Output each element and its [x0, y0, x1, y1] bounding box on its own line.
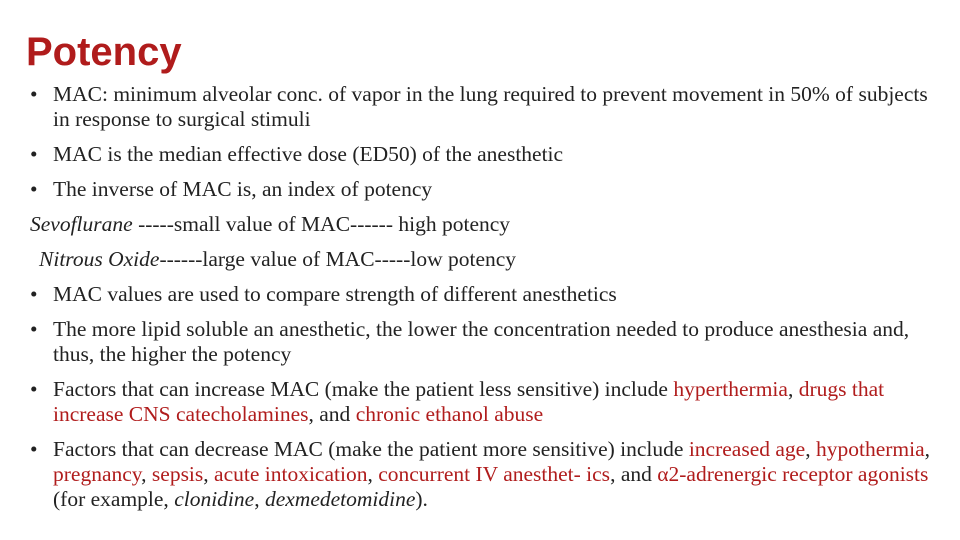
example-clonidine: clonidine	[174, 487, 255, 511]
separator: (for example,	[53, 487, 175, 511]
separator: ).	[415, 487, 428, 511]
bullet-icon: •	[30, 177, 38, 201]
bullet-text: The more lipid soluble an anesthetic, the lower the concentration needed to produce anesthesia and, thus, the higher the potency	[53, 317, 910, 366]
line-nitrous-oxide	[30, 247, 940, 272]
separator: ,	[141, 462, 152, 486]
factor-a2-agonists: α2-adrenergic receptor agonists	[657, 462, 929, 486]
bullet-icon: •	[30, 317, 38, 341]
bullet-text: The inverse of MAC is, an index of potency	[53, 177, 433, 201]
factor-pregnancy: pregnancy	[53, 462, 142, 486]
line-sevoflurane	[30, 212, 940, 237]
drug-name-sevoflurane: Sevoflurane	[30, 212, 133, 236]
drug-name-nitrous-oxide: Nitrous Oxide	[39, 247, 160, 271]
slide-title: Potency	[26, 30, 182, 74]
bullet-text: Factors that can increase MAC (make the patient less sensitive) include	[53, 377, 674, 401]
bullet-increase-mac	[30, 377, 940, 427]
factor-iv-anesthetics: concurrent IV anesthet- ics	[378, 462, 611, 486]
factor-increased-age: increased age	[688, 437, 806, 461]
bullet-inverse-mac	[30, 177, 940, 202]
bullet-text: MAC values are used to compare strength of different anesthetics	[53, 282, 617, 306]
line-text: ------large value of MAC-----low potency	[159, 247, 517, 271]
factor-ethanol-abuse: chronic ethanol abuse	[355, 402, 544, 426]
separator: , and	[308, 402, 356, 426]
bullet-text: MAC: minimum alveolar conc. of vapor in the lung required to prevent movement in 50% of subjects in response to surgical stimuli	[53, 82, 928, 131]
bullet-mac-compare	[30, 282, 940, 307]
separator: ,	[367, 462, 379, 486]
separator: , and	[610, 462, 658, 486]
bullet-icon: •	[30, 437, 38, 461]
separator: ,	[254, 487, 265, 511]
bullet-icon: •	[30, 82, 38, 106]
factor-sepsis: sepsis	[151, 462, 204, 486]
bullet-icon: •	[30, 142, 38, 166]
example-dexmedetomidine: dexmedetomidine	[264, 487, 416, 511]
bullet-icon: •	[30, 377, 38, 401]
bullet-decrease-mac	[30, 437, 940, 512]
slide-body	[30, 82, 940, 522]
bullet-icon: •	[30, 282, 38, 306]
factor-hypothermia: hypothermia	[815, 437, 925, 461]
factor-acute-intoxication: acute intoxication	[214, 462, 368, 486]
bullet-mac-ed50	[30, 142, 940, 167]
separator: ,	[924, 437, 931, 461]
factor-hyperthermia: hyperthermia	[673, 377, 788, 401]
bullet-text: Factors that can decrease MAC (make the patient more sensitive) include	[53, 437, 689, 461]
bullet-text: MAC is the median effective dose (ED50) of the anesthetic	[53, 142, 564, 166]
separator: ,	[805, 437, 816, 461]
bullet-mac-definition	[30, 82, 940, 132]
factor-cns-catecholamines: drugs that increase CNS catecholamines	[53, 377, 885, 426]
bullet-lipid-solubility	[30, 317, 940, 367]
line-text: -----small value of MAC------ high potency	[132, 212, 511, 236]
separator: ,	[203, 462, 215, 486]
separator: ,	[787, 377, 799, 401]
